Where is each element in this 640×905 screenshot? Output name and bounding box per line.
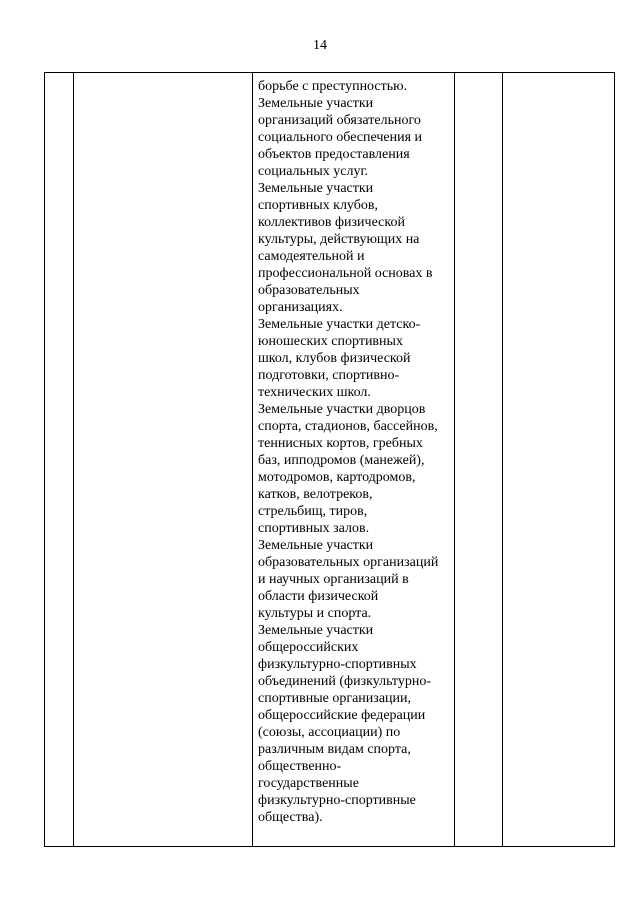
table-row [45, 73, 615, 847]
document-table [44, 72, 615, 847]
table-cell-description [253, 73, 455, 847]
cell-text-description: борьбе с преступностью. Земельные участки организаций обязательного социального обеспечения и объектов предоставления социальных услуг. Земельные участки спортивных клубов, коллективов физической культуры, действующих на самодеятельной и профессиональной основах в образовательных организациях. Земельные участки детско- юношеских спортивных школ, клубов физической подготовки, спортивно- технических школ. Земельные участки дворцов спорта, стадионов, бассейнов, теннисных кортов, гребных баз, ипподромов (манежей), мотодромов, картодромов, катков, велотреков, стрельбищ, тиров, спортивных залов. Земельные участки образовательных организаций и научных организаций в области физической культуры и спорта. Земельные участки общероссийских физкультурно-спортивных объединений (физкультурно- спортивные организации, общероссийские федерации (союзы, ассоциации) по различным видам спорта, общественно- государственные физкультурно-спортивные общества). [258, 79, 439, 825]
table-cell-index [45, 73, 74, 847]
cell-text-index [45, 73, 73, 78]
cell-text-value [455, 73, 502, 78]
cell-text-notes [503, 73, 614, 78]
page-number: 14 [313, 38, 327, 53]
table-cell-code [74, 73, 253, 847]
table-cell-value [455, 73, 503, 847]
cell-text-code [74, 73, 252, 78]
table-cell-notes [503, 73, 615, 847]
